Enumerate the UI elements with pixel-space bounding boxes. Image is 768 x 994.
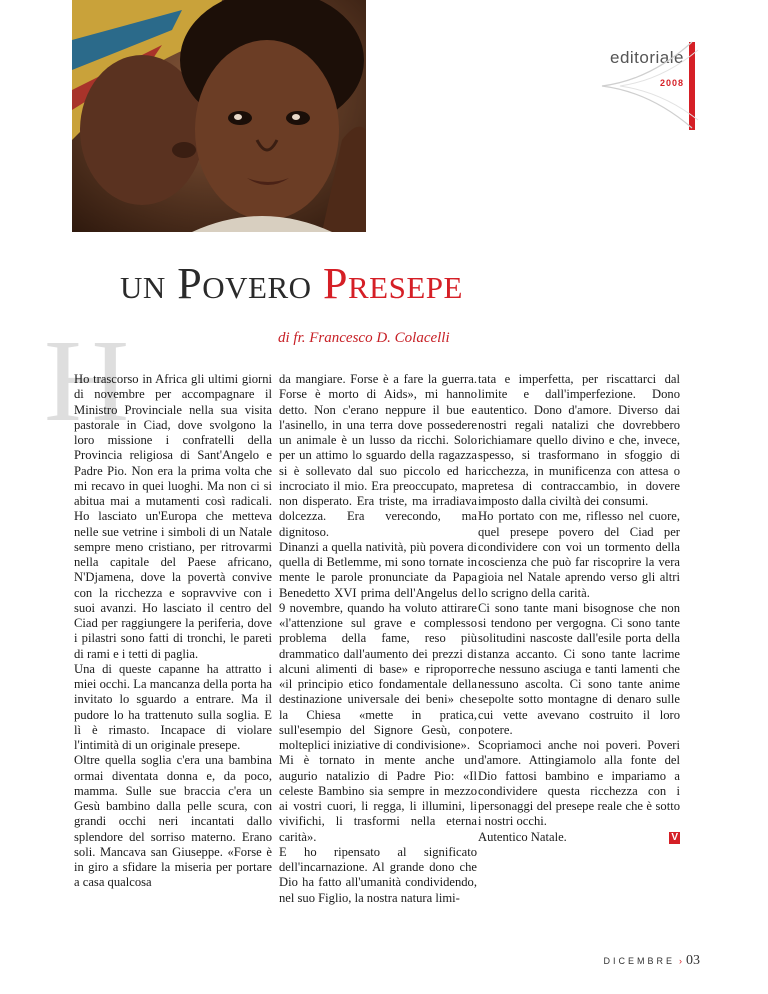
paragraph: Mi è tornato in mente anche un augurio natalizio di Padre Pio: «Il celeste Bambino sia sempre in mezzo ai vostri cuori, li regga, li illumini, li vivifichi, li trasformi nella eterna carità».: [279, 753, 477, 844]
cover-photo: [72, 0, 366, 232]
drop-cap: H: [44, 315, 130, 446]
paragraph: Una di queste capanne ha attratto i miei occhi. La mancanza della porta ha invitato lo sguardo a entrare. Ma il pudore lo ha trattenuto sulla soglia. E lì è rimasto. Incapace di violare l'intimità di un originale presepe.: [74, 661, 272, 752]
paragraph: Oltre quella soglia c'era una bambina ormai diventata donna e, da poco, mamma. Sulle sue braccia c'era un Gesù bambino dalla pelle scura, con grandi occhi neri incantati dallo splendore del sorriso materno. Erano soli. Mancava san Giuseppe. «Forse è in giro a sfidare la miseria per portare a casa qualcosa: [74, 753, 272, 890]
footer-separator: ›: [679, 956, 682, 966]
paragraph: tata e imperfetta, per riscattarci dal limite e dall'imperfezione. Dono autentico. Dono d'amore. Diverso dai nostri regali natalizi che dovrebbero richiamare quello divino e che, invece, spesso, si trasformano in sfoggio di ricchezza, in munificenza con attesa o pretesa di contraccambio, in dovere imposto dalla civiltà dei consumi.: [478, 372, 680, 508]
article-column-2: [279, 372, 477, 906]
decorative-arrow: [600, 40, 700, 130]
section-label: editoriale: [610, 48, 684, 67]
byline: di fr. Francesco D. Colacelli: [278, 330, 450, 346]
paragraph: Dinanzi a quella natività, più povera di quella di Betlemme, mi sono tornate in mente le parole pronunciate da Papa Benedetto XVI prima dell'Angelus del 9 novembre, quando ha voluto attirare «l'attenzione sul grave e complesso problema della fame, reso più drammatico dall'aumento dei prezzi di alcuni alimenti di base» e riproporre «il principio etico fondamentale della destinazione universale dei beni» che la Chiesa «mette in pratica, sull'esempio del Signore Gesù, con molteplici iniziative di condivisione».: [279, 539, 477, 752]
paragraph: Scopriamoci anche noi poveri. Poveri d'amore. Attingiamolo alla fonte del Dio fattosi bambino e impariamo a condividere questa ricchezza con i personaggi del presepe reale che è sotto i nostri occhi.: [478, 738, 680, 829]
closing-paragraph: [478, 830, 680, 845]
paragraph: E ho ripensato al significato dell'incarnazione. Al grande dono che Dio ha fatto all'umanità condividendo, nel suo Figlio, la nostra natura limi-: [279, 844, 477, 905]
paragraph: Ci sono tante mani bisognose che non si tendono per vergogna. Ci sono tante solitudini nascoste dall'esile porta della stanza accanto. Ci sono tante lacrime che nessuno asciuga e tanti lamenti che nessuno ascolta. Ci sono tante anime sepolte sotto montagne di denaro sulle cui vette avevano costruito il loro potere.: [478, 600, 680, 737]
title-word-3: Presepe: [323, 259, 463, 308]
paragraph: Ho portato con me, riflesso nel cuore, quel presepe povero del Ciad per condividere con voi un tormento della coscienza che può far riscoprire la vera gioia nel Natale aprendo verso gli altri lo scrigno della carità.: [478, 509, 680, 600]
article-column-1: [74, 372, 272, 891]
page-footer: [603, 953, 700, 969]
title-word-1: un: [120, 259, 178, 308]
year-label: 2008: [659, 78, 684, 88]
article-column-3: [478, 372, 680, 845]
paragraph: Ho trascorso in Africa gli ultimi giorni di novembre per accompagnare il Ministro Provinciale nella sua visita pastorale in Ciad, dove svolgono la loro missione i confratelli della Provincia religiosa di Sant'Angelo e Padre Pio. Non era la prima volta che mi recavo in quei luoghi. Ma non ci si abitua mai a mutamenti così radicali. Ho lasciato un'Europa che metteva nelle sue vetrine i simboli di un Natale sempre meno cristiano, per ritrovarmi nella capitale del Paese africano, N'Djamena, dove la povertà convive con la ricchezza e sopravvive con i suoi avanzi. Ho lasciato il centro del Ciad per raggiungere la periferia, dove i pilastri sono fatti di tronchi, le pareti di rami e i tetti di paglia.: [74, 372, 272, 661]
page-number: 03: [686, 953, 700, 968]
paragraph: da mangiare. Forse è a fare la guerra. Forse è morto di Aids», mi hanno detto. Non c'erano neppure il bue e l'asinello, in una terra dove possedere un animale è un lusso da ricchi. Solo per un attimo lo sguardo della ragazza si è sollevato dal suo piccolo ed ha incrociato il mio. Era preoccupato, ma non disperato. Era triste, ma irradiava dolcezza. Era verecondo, ma dignitoso.: [279, 372, 477, 539]
footer-month: DICEMBRE: [603, 956, 675, 966]
closing-text: Autentico Natale.: [478, 829, 567, 844]
article-title: [120, 258, 680, 310]
title-word-2: Povero: [177, 259, 324, 308]
end-mark-icon: V: [671, 831, 678, 843]
photo-illustration: [72, 0, 366, 232]
